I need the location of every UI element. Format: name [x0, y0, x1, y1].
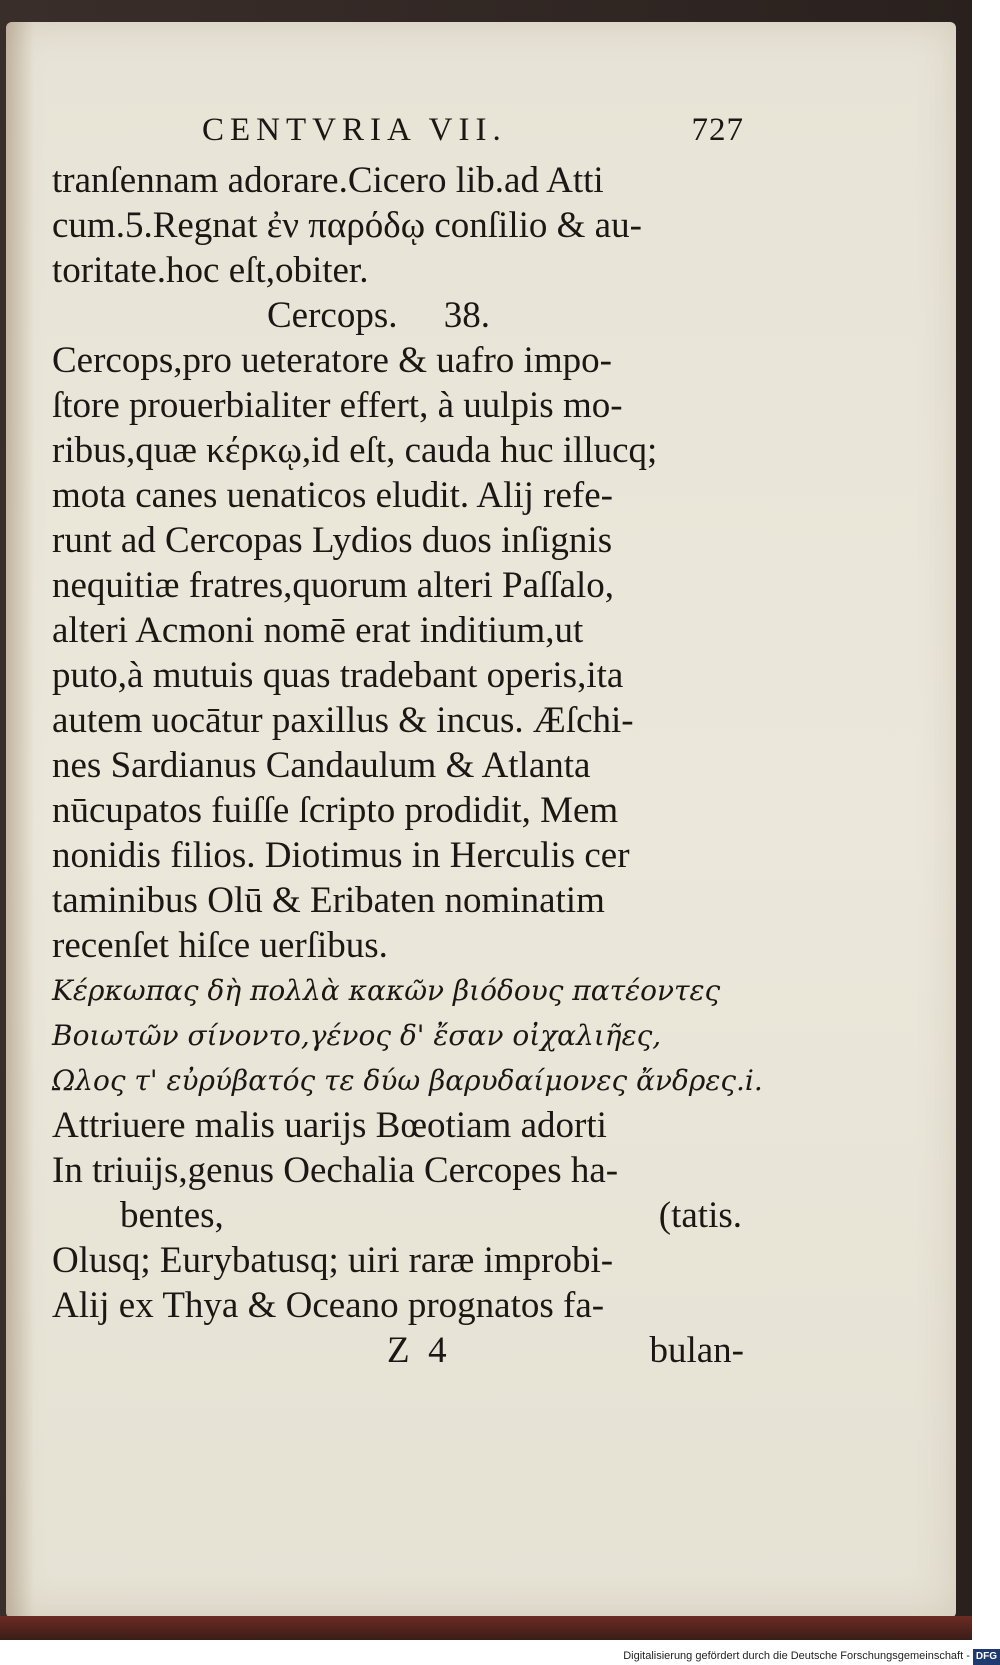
text-line: runt ad Cercopas Lydios duos inſignis	[52, 520, 613, 561]
greek-verse-line: Βοιωτῶν σίνοντο,γένος δ' ἔσαν οἰχαλιῆες,	[52, 1019, 662, 1052]
text-line: alteri Acmoni nomē erat inditium,ut	[52, 610, 584, 651]
page-text	[52, 112, 763, 1374]
text-line: toritate.hoc eſt,obiter.	[52, 250, 369, 291]
text-line: puto,à mutuis quas tradebant operis,ita	[52, 655, 624, 696]
text-line: autem uocātur paxillus & incus. Æſchi-	[52, 700, 634, 741]
latin-verse-line: In triuijs,genus Oechalia Cercopes ha-	[52, 1150, 619, 1191]
section-heading: Cercops. 38.	[267, 295, 490, 336]
signature-mark: Z 4	[387, 1330, 447, 1371]
text-line: Cercops,pro ueteratore & uafro impo-	[52, 340, 612, 381]
dfg-logo: DFG	[973, 1649, 1000, 1665]
credit-text: Digitalisierung gefördert durch die Deutsche Forschungsgemeinschaft -	[623, 1650, 970, 1662]
latin-verse-line: Olusq; Eurybatusq; uiri raræ improbi-	[52, 1240, 614, 1281]
latin-verse-split-line	[52, 1193, 752, 1238]
greek-verse-line: Κέρκωπας δὴ πολλὰ κακῶν βιόδους πατέοντες	[52, 974, 721, 1007]
text-line: ribus,quæ κέρκῳ,id eſt, cauda huc illucq;	[52, 430, 658, 471]
verse-split-right: (tatis.	[658, 1195, 742, 1236]
page-number: 727	[691, 112, 744, 148]
text-line: ſtore prouerbialiter effert, à uulpis mo-	[52, 385, 623, 426]
text-line: tranſennam adorare.Cicero lib.ad Atti	[52, 160, 604, 201]
catchword: bulan-	[649, 1330, 744, 1371]
text-line: taminibus Olū & Eribaten nominatim	[52, 880, 605, 921]
running-head-title: CENTVRIA VII.	[202, 112, 507, 148]
text-line: nes Sardianus Candaulum & Atlanta	[52, 745, 591, 786]
page-gutter-shadow	[6, 22, 34, 1618]
catch-line	[52, 1328, 752, 1374]
text-line: mota canes uenaticos eludit. Alij refe-	[52, 475, 613, 516]
text-line: cum.5.Regnat ἐν παρόδῳ conſilio & au-	[52, 205, 642, 246]
text-line: Alij ex Thya & Oceano prognatos fa-	[52, 1285, 605, 1326]
text-line: recenſet hiſce uerſibus.	[52, 925, 388, 966]
text-line: nūcupatos fuiſſe ſcripto prodidit, Mem	[52, 790, 619, 831]
text-line: nequitiæ fratres,quorum alteri Paſſalo,	[52, 565, 615, 606]
verse-split-left: bentes,	[120, 1195, 224, 1236]
digitization-credit	[600, 1648, 1000, 1664]
greek-verse-line: Ωλος τ' εὐρύβατός τε δύω βαρυδαίμονες ἄνδρες.i.	[52, 1064, 763, 1097]
running-head	[52, 112, 752, 158]
book-bottom-edge	[0, 1616, 972, 1640]
latin-verse-line: Attriuere malis uarijs Bœotiam adorti	[52, 1105, 607, 1146]
text-line: nonidis filios. Diotimus in Herculis cer	[52, 835, 630, 876]
